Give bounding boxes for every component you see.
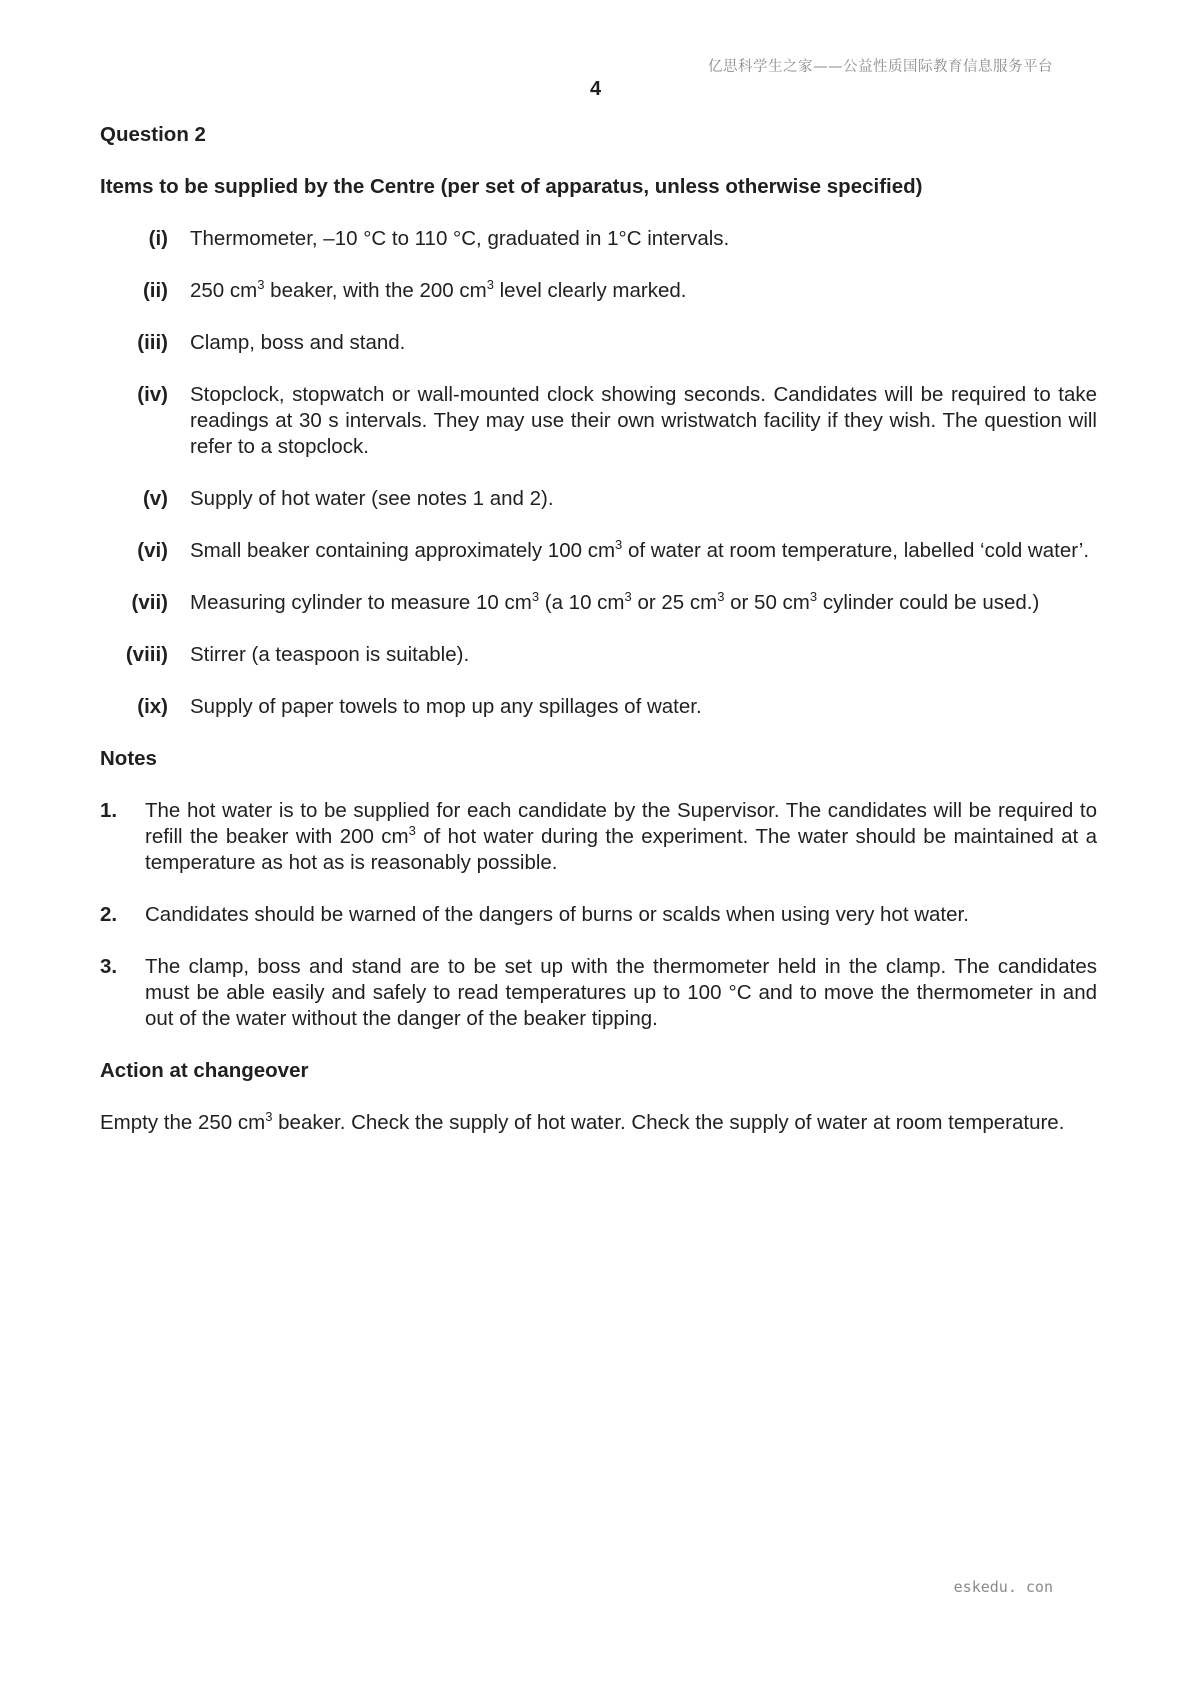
items-list — [100, 226, 1097, 720]
item-text: Thermometer, –10 °C to 110 °C, graduated in 1°C intervals. — [190, 227, 730, 250]
item-number: (v) — [142, 487, 168, 510]
item-number: (iii) — [137, 331, 168, 354]
list-item — [100, 538, 1097, 564]
item-number: (vi) — [137, 539, 168, 562]
action-title: Action at changeover — [100, 1059, 309, 1082]
list-item — [100, 590, 1097, 616]
watermark-footer: eskedu. con — [953, 1578, 1053, 1596]
item-number: (iv) — [137, 383, 168, 406]
list-item — [100, 382, 1097, 460]
page-number: 4 — [589, 78, 602, 100]
item-text: Stopclock, stopwatch or wall-mounted clock showing seconds. Candidates will be required to take readings at 30 s intervals. They may use their own wristwatch facility if they wish. The question will refer to a stopclock. — [190, 383, 1097, 458]
list-item — [100, 330, 1097, 356]
item-text: 250 $cm^3$ beaker, with the 200 $cm^3$ level clearly marked. — [190, 277, 687, 302]
note-number: 2. — [100, 903, 118, 926]
item-text: Stirrer (a teaspoon is suitable). — [190, 643, 470, 666]
note-item — [100, 954, 1097, 1032]
item-text: Clamp, boss and stand. — [190, 331, 406, 354]
question-title: Question 2 — [100, 123, 206, 146]
list-item — [100, 642, 1097, 668]
item-number: (ix) — [137, 695, 168, 718]
note-number: 1. — [100, 799, 118, 822]
item-number: (viii) — [125, 643, 168, 666]
notes-list — [100, 798, 1097, 1032]
item-number: (vii) — [131, 591, 168, 614]
items-title: Items to be supplied by the Centre (per set of apparatus, unless otherwise specified) — [100, 175, 923, 198]
document-body — [100, 122, 1097, 1136]
item-number: (i) — [148, 227, 168, 250]
item-number: (ii) — [142, 279, 168, 302]
note-text: The clamp, boss and stand are to be set up with the thermometer held in the clamp. The candidates must be able easily and safely to read temperatures up to 100 °C and to move the thermometer in and out of the water without the danger of the beaker tipping. — [145, 955, 1097, 1030]
note-number: 3. — [100, 955, 118, 978]
watermark-header: 亿思科学生之家——公益性质国际教育信息服务平台 — [708, 59, 1053, 75]
note-item — [100, 798, 1097, 876]
list-item — [100, 226, 1097, 252]
list-item — [100, 694, 1097, 720]
item-text: Small beaker containing approximately 100 $cm^3$ of water at room temperature, labelled ‘cold water’. — [190, 537, 1090, 562]
note-item — [100, 902, 1097, 928]
list-item — [100, 278, 1097, 304]
item-text: Measuring cylinder to measure 10 $cm^3$ (a 10 $cm^3$ or 25 $cm^3$ or 50 $cm^3$ cylinder could be used.) — [190, 589, 1040, 614]
list-item — [100, 486, 1097, 512]
note-text: Candidates should be warned of the dangers of burns or scalds when using very hot water. — [145, 903, 969, 926]
note-text: The hot water is to be supplied for each candidate by the Supervisor. The candidates will be required to refill the beaker with 200 $cm^3$ of hot water during the experiment. The water should be maintained at a temperature as hot as is reasonably possible. — [145, 799, 1097, 874]
item-text: Supply of hot water (see notes 1 and 2). — [190, 487, 554, 510]
action-text: Empty the 250 $cm^3$ beaker. Check the supply of hot water. Check the supply of water at room temperature. — [100, 1109, 1065, 1134]
item-text: Supply of paper towels to mop up any spillages of water. — [190, 695, 702, 718]
notes-title: Notes — [100, 747, 157, 770]
